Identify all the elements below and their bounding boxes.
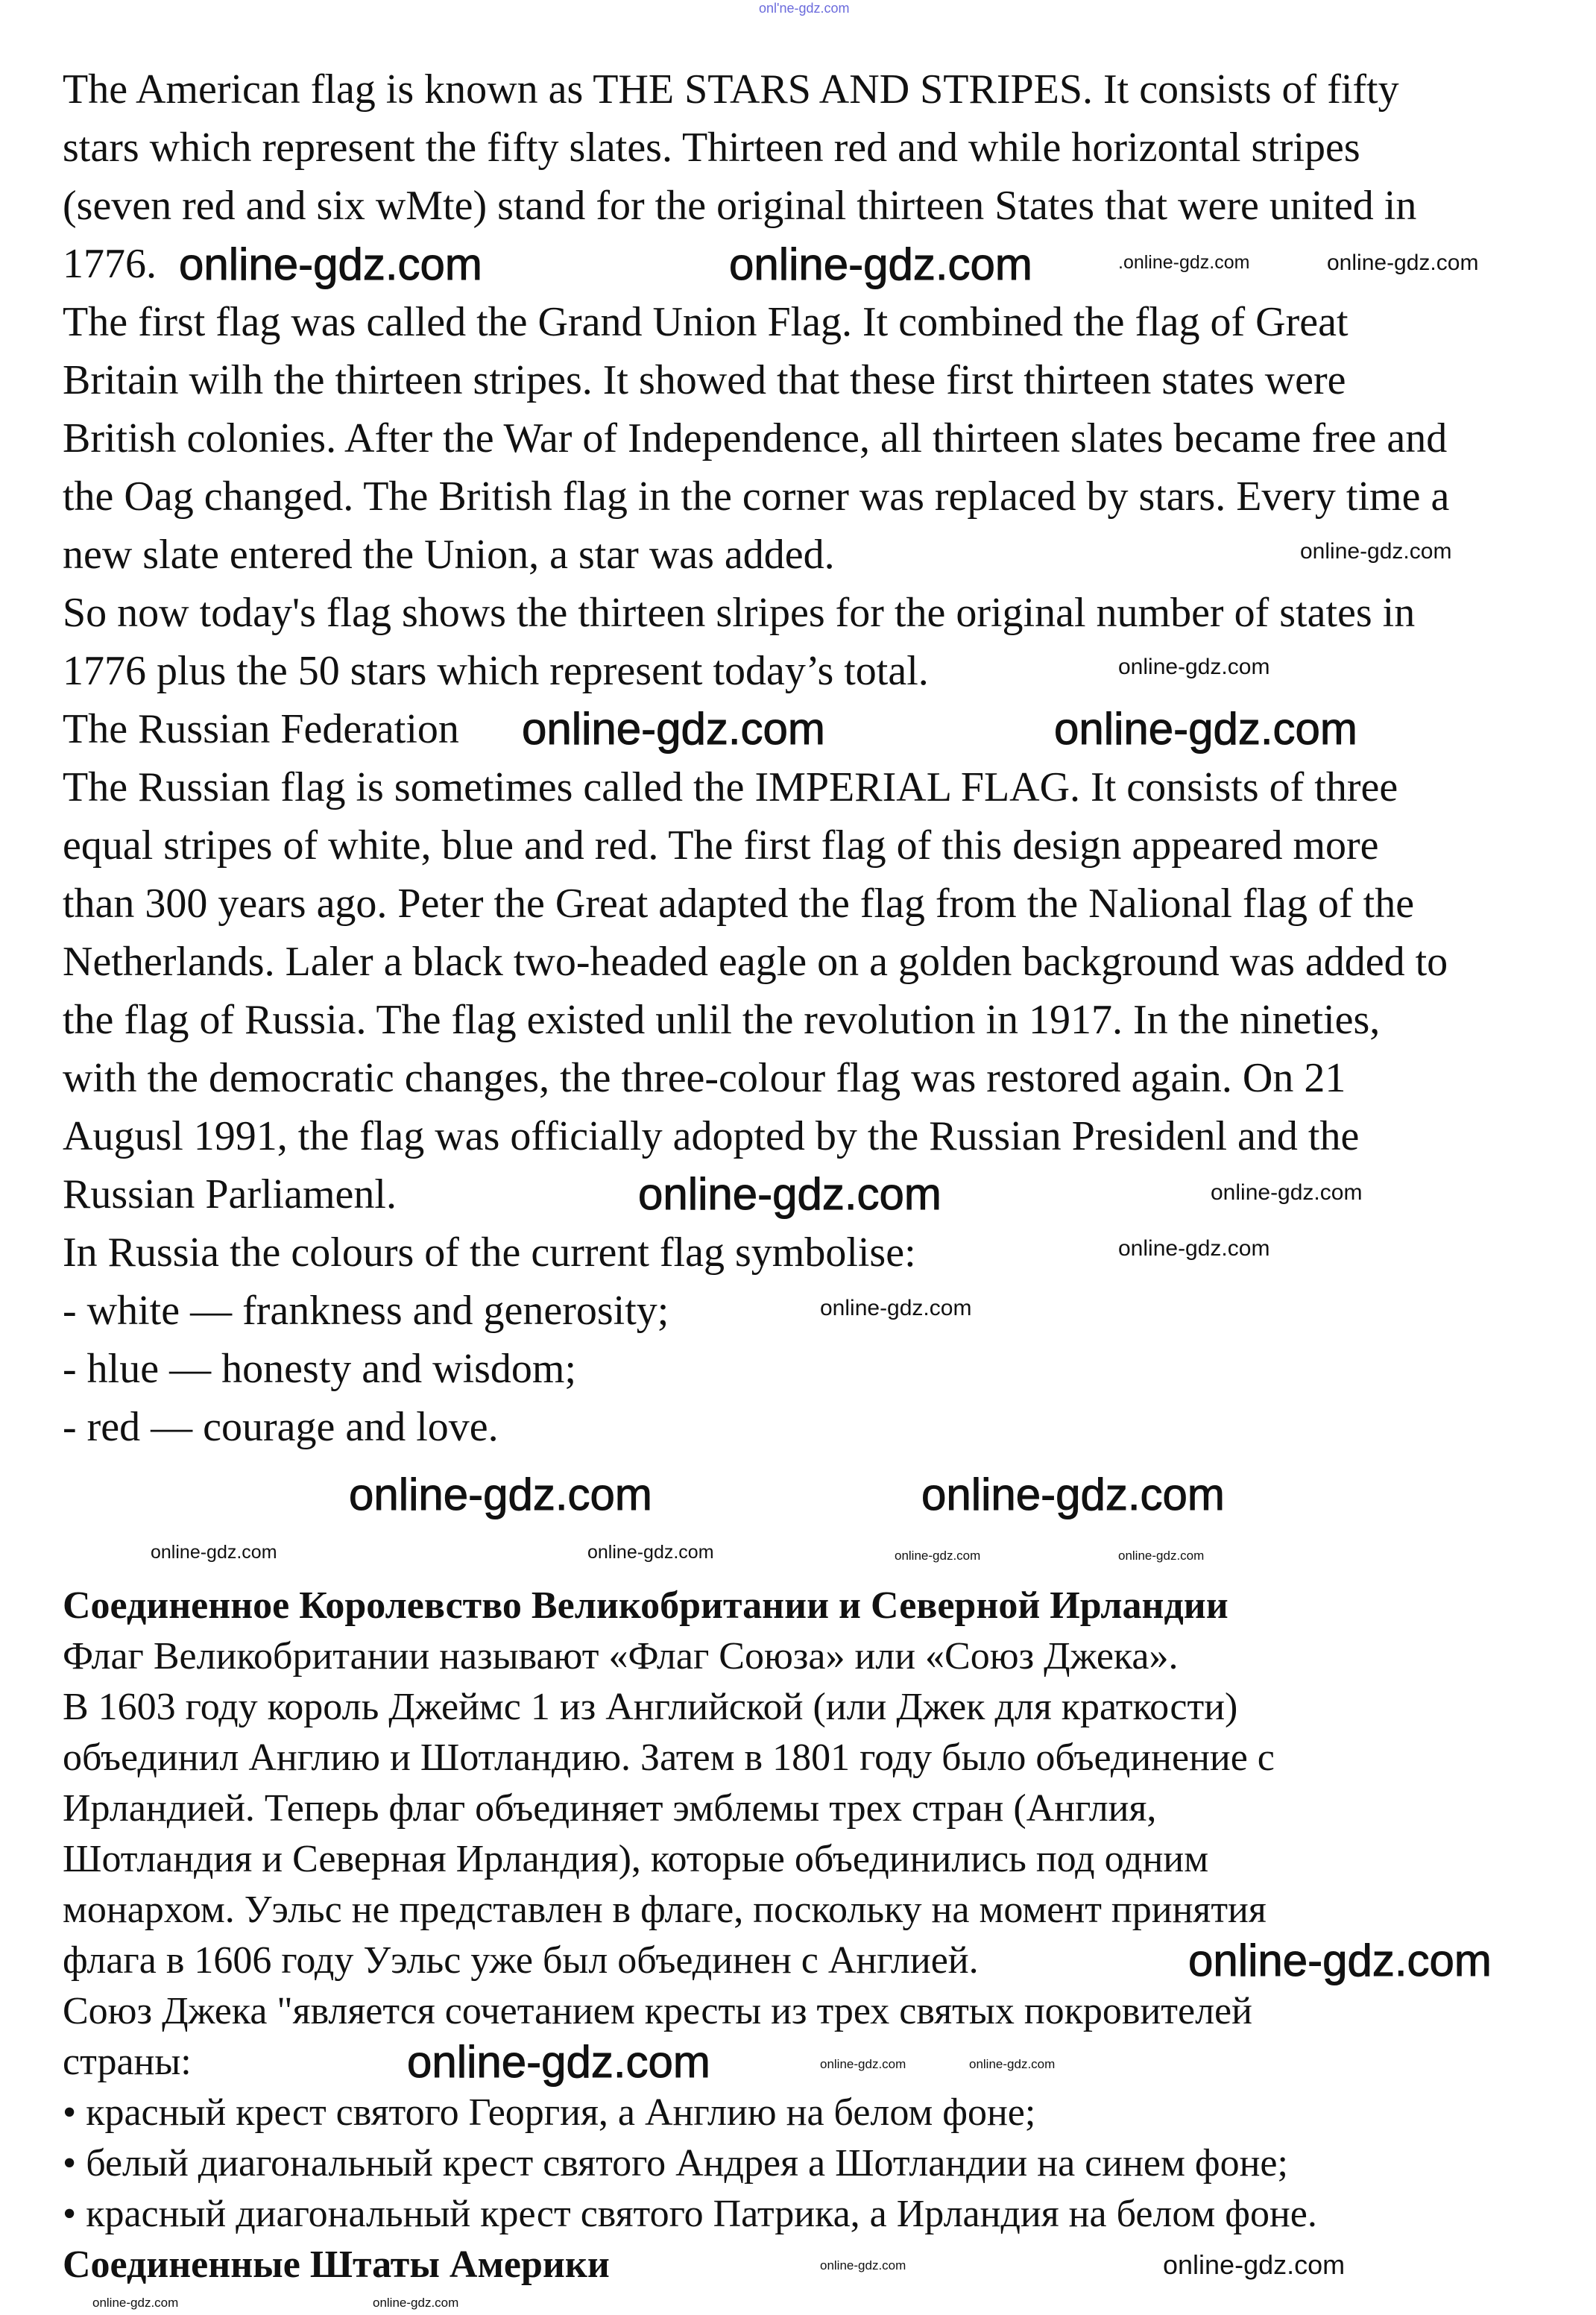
watermark: online-gdz.com [1188, 1936, 1492, 1985]
text-line: The American flag is known as THE STARS AND STRIPES. It consists of fifty [63, 66, 1399, 113]
watermark: online-gdz.com [969, 2057, 1056, 2071]
text-line: Шотландия и Северная Ирландия), которые объединились под одним [63, 1838, 1209, 1880]
watermark: online-gdz.com [1118, 1236, 1270, 1261]
text-line: Флаг Великобритании называют «Флаг Союза» или «Союз Джека». [63, 1635, 1179, 1678]
text-line: 1776. [63, 241, 157, 287]
watermark: online-gdz.com [820, 2057, 906, 2071]
watermark: online-gdz.com [921, 1470, 1225, 1519]
text-line: stars which represent the fifty slates. Thirteen red and while horizontal stripes [63, 125, 1360, 171]
watermark: online-gdz.com [92, 2296, 179, 2310]
watermark: .online-gdz.com [1118, 252, 1250, 273]
watermark: online-gdz.com [1054, 704, 1357, 754]
text-line: The first flag was called the Grand Union Flag. It combined the flag of Great [63, 299, 1349, 345]
text-line: Ирландией. Теперь флаг объединяет эмблемы трех стран (Англия, [63, 1787, 1157, 1830]
watermark: online-gdz.com [349, 1470, 652, 1519]
text-line: with the democratic changes, the three-colour flag was restored again. On 21 [63, 1055, 1346, 1101]
text-line: new slate entered the Union, a star was added. [63, 532, 835, 578]
text-line: • белый диагональный крест святого Андрея а Шотландии на синем фоне; [63, 2142, 1288, 2185]
text-line: • красный диагональный крест святого Патрика, а Ирландия на белом фоне. [63, 2193, 1317, 2235]
watermark: online-gdz.com [1163, 2249, 1346, 2280]
text-line: 1776 plus the 50 stars which represent today’s total. [63, 648, 929, 694]
text-line: страны: [63, 2041, 192, 2083]
watermark: online-gdz.com [729, 239, 1032, 289]
text-line: • красный крест святого Георгия, а Англию на белом фоне; [63, 2091, 1036, 2134]
text-line: In Russia the colours of the current flag symbolise: [63, 1229, 916, 1276]
text-line: British colonies. After the War of Independence, all thirteen slates became free and [63, 415, 1448, 462]
watermark: online-gdz.com [820, 2258, 906, 2273]
text-line: Союз Джека "является сочетанием кресты из трех святых покровителей [63, 1990, 1252, 2032]
text-line: монархом. Уэльс не представлен в флаге, поскольку на момент принятия [63, 1889, 1267, 1931]
section-heading: Соединенные Штаты Америки [63, 2243, 610, 2286]
watermark: online-gdz.com [1300, 539, 1452, 564]
watermark: online-gdz.com [820, 1296, 972, 1320]
text-line: Netherlands. Laler a black two-headed eagle on a golden background was added to [63, 939, 1448, 985]
text-line: В 1603 году король Джеймс 1 из Английской (или Джек для краткости) [63, 1686, 1238, 1728]
section-heading: Соединенное Королевство Великобритании и Северной Ирландии [63, 1584, 1228, 1627]
text-line: (seven red and six wMte) stand for the original thirteen States that were united in [63, 183, 1417, 229]
watermark: online-gdz.com [587, 1542, 714, 1563]
watermark: online-gdz.com [1327, 251, 1479, 275]
watermark: online-gdz.com [522, 704, 825, 754]
watermark: online-gdz.com [895, 1549, 981, 1563]
text-line: the flag of Russia. The flag existed unlil the revolution in 1917. In the nineties, [63, 997, 1381, 1043]
text-line: The Russian flag is sometimes called the IMPERIAL FLAG. It consists of three [63, 764, 1398, 810]
watermark: online-gdz.com [1118, 1549, 1205, 1563]
text-line: Britain wilh the thirteen stripes. It showed that these first thirteen states were [63, 357, 1346, 403]
watermark: online-gdz.com [407, 2037, 710, 2087]
watermark: online-gdz.com [179, 239, 482, 289]
text-line: - hlue — honesty and wisdom; [63, 1346, 577, 1392]
watermark: online-gdz.com [373, 2296, 459, 2310]
text-line: equal stripes of white, blue and red. The first flag of this design appeared more [63, 822, 1379, 869]
header-watermark: onl'ne-gdz.com [759, 1, 850, 16]
watermark: online-gdz.com [1211, 1180, 1363, 1205]
text-line: флага в 1606 году Уэльс уже был объединен с Англией. [63, 1939, 979, 1982]
text-line: the Oag changed. The British flag in the corner was replaced by stars. Every time a [63, 473, 1450, 520]
text-line: than 300 years ago. Peter the Great adapted the flag from the Nalional flag of the [63, 881, 1415, 927]
watermark: online-gdz.com [1118, 655, 1270, 679]
text-line: Russian Parliamenl. [63, 1171, 397, 1218]
text-line: объединил Англию и Шотландию. Затем в 1801 году было объединение с [63, 1736, 1275, 1779]
text-line: - red — courage and love. [63, 1404, 499, 1450]
text-line: - white — frankness and generosity; [63, 1288, 669, 1334]
text-line: So now today's flag shows the thirteen slripes for the original number of states in [63, 590, 1416, 636]
text-line: The Russian Federation [63, 706, 459, 752]
watermark: online-gdz.com [151, 1542, 277, 1563]
watermark: online-gdz.com [638, 1169, 941, 1219]
text-line: Augusl 1991, the flag was officially adopted by the Russian Presidenl and the [63, 1113, 1360, 1159]
